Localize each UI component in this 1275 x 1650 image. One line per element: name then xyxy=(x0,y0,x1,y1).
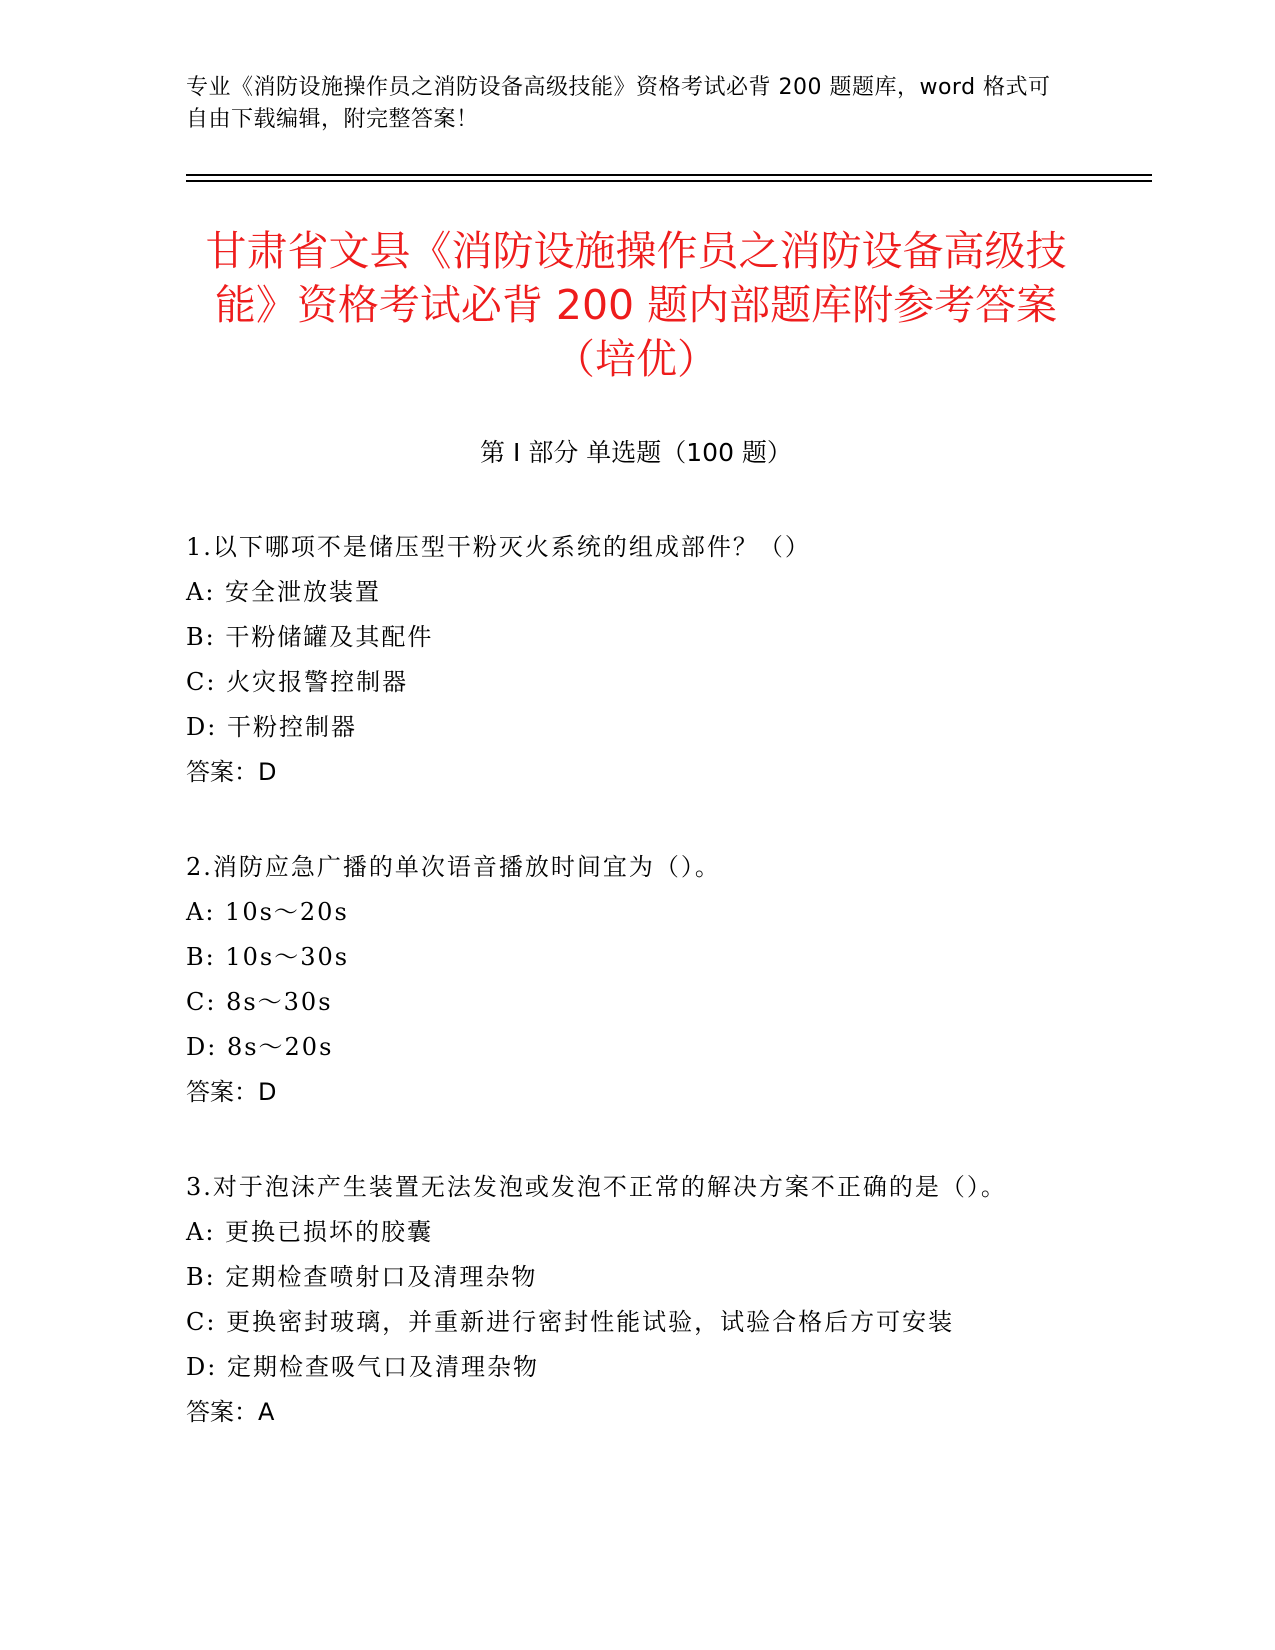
option-d: D: 8s～20s xyxy=(186,1033,334,1061)
option-a: A: 安全泄放装置 xyxy=(186,578,382,606)
question-stem: 1.以下哪项不是储压型干粉灭火系统的组成部件？（） xyxy=(186,533,811,561)
option-c: C: 火灾报警控制器 xyxy=(186,668,409,696)
question-stem: 3.对于泡沫产生装置无法发泡或发泡不正常的解决方案不正确的是（）。 xyxy=(186,1173,1007,1201)
option-b: B: 干粉储罐及其配件 xyxy=(186,623,434,651)
option-c: C: 8s～30s xyxy=(186,988,333,1016)
option-b: B: 10s～30s xyxy=(186,943,350,971)
option-d: D: 干粉控制器 xyxy=(186,713,357,741)
section-title: 第 I 部分 单选题（100 题） xyxy=(480,438,792,467)
option-b: B: 定期检查喷射口及清理杂物 xyxy=(186,1263,538,1291)
question-2 xyxy=(186,845,1086,1115)
document-title: 甘肃省文县《消防设施操作员之消防设备高级技能》资格考试必背 200 题内部题库附参考答案（培优） xyxy=(205,227,1067,383)
header-divider-top xyxy=(186,174,1152,176)
header-divider-bottom xyxy=(186,180,1152,182)
option-a: A: 10s～20s xyxy=(186,898,349,926)
answer: 答案：D xyxy=(186,1078,277,1106)
option-c: C: 更换密封玻璃，并重新进行密封性能试验，试验合格后方可安装 xyxy=(186,1308,955,1336)
question-stem: 2.消防应急广播的单次语音播放时间宜为（）。 xyxy=(186,853,721,881)
answer: 答案：A xyxy=(186,1398,275,1426)
header-note: 专业《消防设施操作员之消防设备高级技能》资格考试必背 200 题题库，word 格式可自由下载编辑，附完整答案！ xyxy=(186,75,1051,132)
question-3 xyxy=(186,1165,1086,1435)
option-a: A: 更换已损坏的胶囊 xyxy=(186,1218,434,1246)
option-d: D: 定期检查吸气口及清理杂物 xyxy=(186,1353,539,1381)
question-1 xyxy=(186,525,1086,795)
answer: 答案：D xyxy=(186,758,277,786)
